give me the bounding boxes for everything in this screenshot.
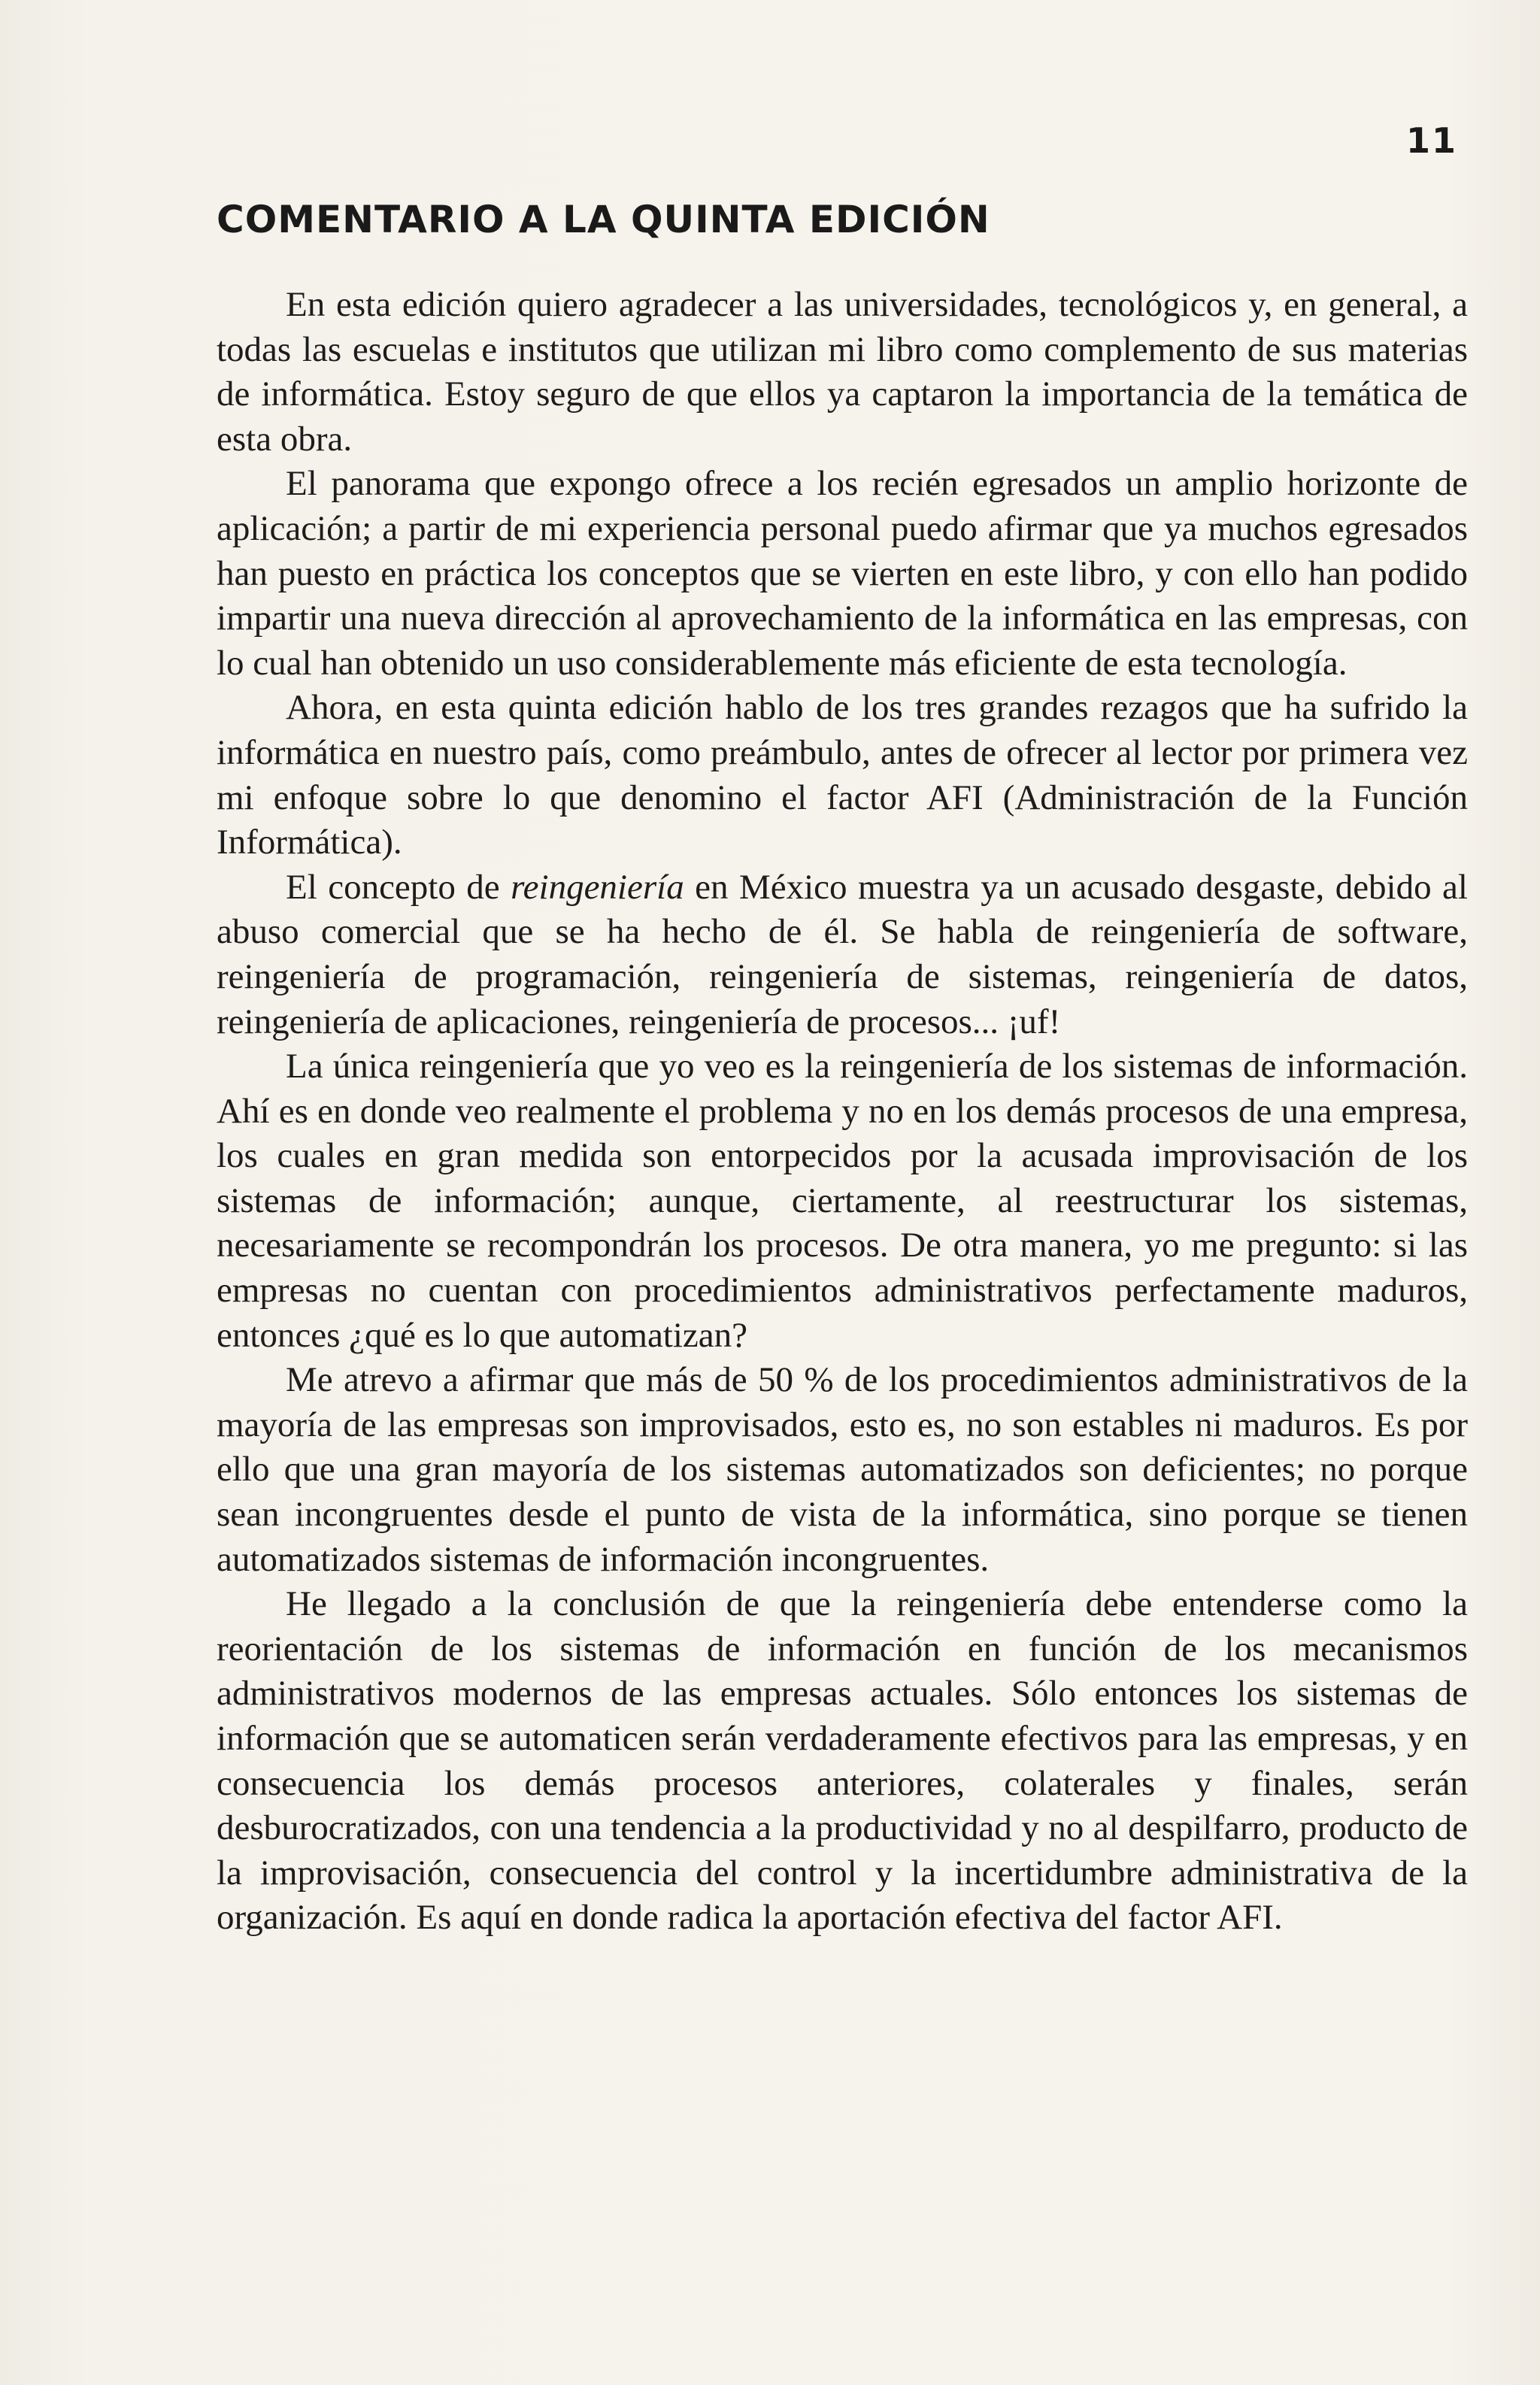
paragraph-4-after: en México muestra ya un acusado desgaste, debido al abuso comercial que se ha hecho de él. Se habla de reingeniería de software, reingeniería de programación, reingeniería de sistemas, reingeniería de datos, reingeniería de aplicaciones, reingeniería de procesos... ¡uf!: [217, 867, 1468, 1041]
section-heading: COMENTARIO A LA QUINTA EDICIÓN: [217, 198, 990, 241]
paragraph-6: Me atrevo a afirmar que más de 50 % de los procedimientos administrativos de la mayoría de las empresas son improvisados, esto es, no son estables ni maduros. Es por ello que una gran mayoría de los sistemas automatizados son deficientes; no porque sean incongruentes desde el punto de vista de la informática, sino porque se tienen automatizados sistemas de información incongruentes.: [217, 1360, 1468, 1579]
page-content: [217, 197, 1468, 1941]
page-number: 11: [1405, 120, 1457, 161]
paragraph-4: [217, 865, 1468, 1044]
paragraph-1: En esta edición quiero agradecer a las universidades, tecnológicos y, en general, a todas las escuelas e institutos que utilizan mi libro como complemento de sus materias de informática. Estoy seguro de que ellos ya captaron la importancia de la temática de esta obra.: [217, 285, 1468, 459]
paragraph-3: Ahora, en esta quinta edición hablo de los tres grandes rezagos que ha sufrido la informática en nuestro país, como preámbulo, antes de ofrecer al lector por primera vez mi enfoque sobre lo que denomino el factor AFI (Administración de la Función Informática).: [217, 688, 1468, 862]
paragraph-4-before: El concepto de: [286, 867, 511, 907]
paragraph-2: El panorama que expongo ofrece a los recién egresados un amplio horizonte de aplicación; a partir de mi experiencia personal puedo afirmar que ya muchos egresados han puesto en práctica los conceptos que se vierten en este libro, y con ello han podido impartir una nueva dirección al aprovechamiento de la informática en las empresas, con lo cual han obtenido un uso considerablemente más eficiente de esta tecnología.: [217, 464, 1468, 683]
paragraph-5: La única reingeniería que yo veo es la reingeniería de los sistemas de información. Ahí es en donde veo realmente el problema y no en los demás procesos de una empresa, los cuales en gran medida son entorpecidos por la acusada improvisación de los sistemas de información; aunque, ciertamente, al reestructurar los sistemas, necesariamente se recompondrán los procesos. De otra manera, yo me pregunto: si las empresas no cuentan con procedimientos administrativos perfectamente maduros, entonces ¿qué es lo que automatizan?: [217, 1047, 1468, 1355]
paragraph-4-emphasis: reingeniería: [511, 867, 684, 907]
paragraph-7: He llegado a la conclusión de que la reingeniería debe entenderse como la reorientación de los sistemas de información en función de los mecanismos administrativos modernos de las empresas actuales. Sólo entonces los sistemas de información que se automaticen serán verdaderamente efectivos para las empresas, y en consecuencia los demás procesos anteriores, colaterales y finales, serán desburocratizados, con una tendencia a la productividad y no al despilfarro, producto de la improvisación, consecuencia del control y la incertidumbre administrativa de la organización. Es aquí en donde radica la aportación efectiva del factor AFI.: [217, 1584, 1468, 1938]
